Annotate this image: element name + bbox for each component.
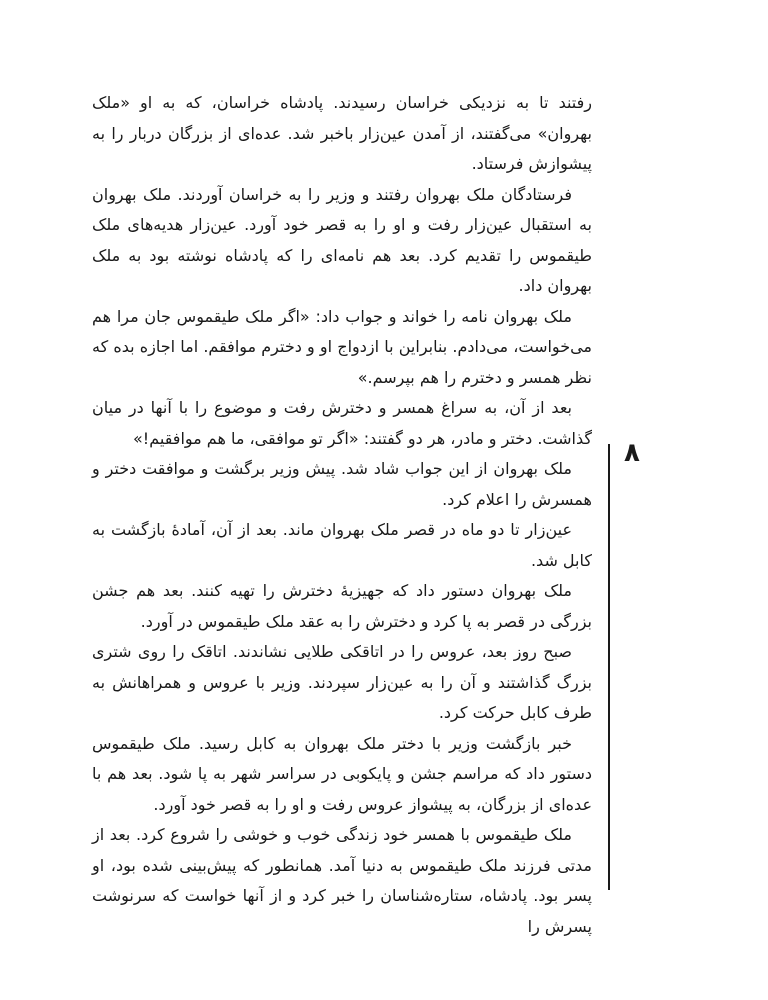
paragraph-3: ملک بهروان نامه را خواند و جواب داد: «اگر ملک طیقموس جان مرا هم می‌خواست، می‌دادم. بنابراین با ازدواج او و دخترم موافقم. اما اجازه بده که نظر همسر و دخترم را هم بپرسم.» (92, 306, 592, 387)
margin-rule (608, 444, 610, 890)
paragraph-9: خبر بازگشت وزیر با دختر ملک بهروان به کابل رسید. ملک طیقموس دستور داد که مراسم جشن و پایکوبی در سراسر شهر به پا شود. بعد هم با عده‌ای از بزرگان، به پیشواز عروس رفت و او را به قصر خود آورد. (92, 733, 592, 814)
paragraph-8: صبح روز بعد، عروس را در اتاقکی طلایی نشاندند. اتاقک را روی شتری بزرگ گذاشتند و آن را به عین‌زار سپردند. وزیر با عروس و همراهانش به طرف کابل حرکت کرد. (92, 642, 592, 722)
body-text (92, 88, 592, 942)
paragraph-6: عین‌زار تا دو ماه در قصر ملک بهروان ماند. بعد از آن، آمادهٔ بازگشت به کابل شد. (92, 520, 592, 570)
paragraph-10: ملک طیقموس با همسر خود زندگی خوب و خوشی را شروع کرد. بعد از مدتی فرزند ملک طیقموس به دنیا آمد. همانطور که پیش‌بینی شده بود، او پسر بود. پادشاه، ستاره‌شناسان را خبر کرد و از آنها خواست که سرنوشت پسرش را (92, 825, 592, 936)
paragraph-4: بعد از آن، به سراغ همسر و دخترش رفت و موضوع را با آنها در میان گذاشت. دختر و مادر، هر دو گفتند: «اگر تو موافقی، ما هم موافقیم!» (92, 398, 592, 448)
page-number: ۸ (624, 438, 640, 468)
paragraph-1: رفتند تا به نزدیکی خراسان رسیدند. پادشاه خراسان، که به او «ملک بهروان» می‌گفتند، از آمدن عین‌زار باخبر شد. عده‌ای از بزرگان دربار را به پیشوازش فرستاد. (92, 93, 592, 173)
paragraph-7: ملک بهروان دستور داد که جهیزیهٔ دخترش را تهیه کنند. بعد هم جشن بزرگی در قصر به پا کرد و دخترش را به عقد ملک طیقموس در آورد. (92, 581, 592, 631)
paragraph-2: فرستادگان ملک بهروان رفتند و وزیر را به خراسان آوردند. ملک بهروان به استقبال عین‌زار رفت و او را به قصر خود آورد. عین‌زار هدیه‌های ملک طیقموس را تقدیم کرد. بعد هم نامه‌ای را که پادشاه نوشته بود به ملک بهروان داد. (92, 184, 592, 295)
paragraph-5: ملک بهروان از این جواب شاد شد. پیش وزیر برگشت و موافقت دختر و همسرش را اعلام کرد. (92, 459, 592, 509)
